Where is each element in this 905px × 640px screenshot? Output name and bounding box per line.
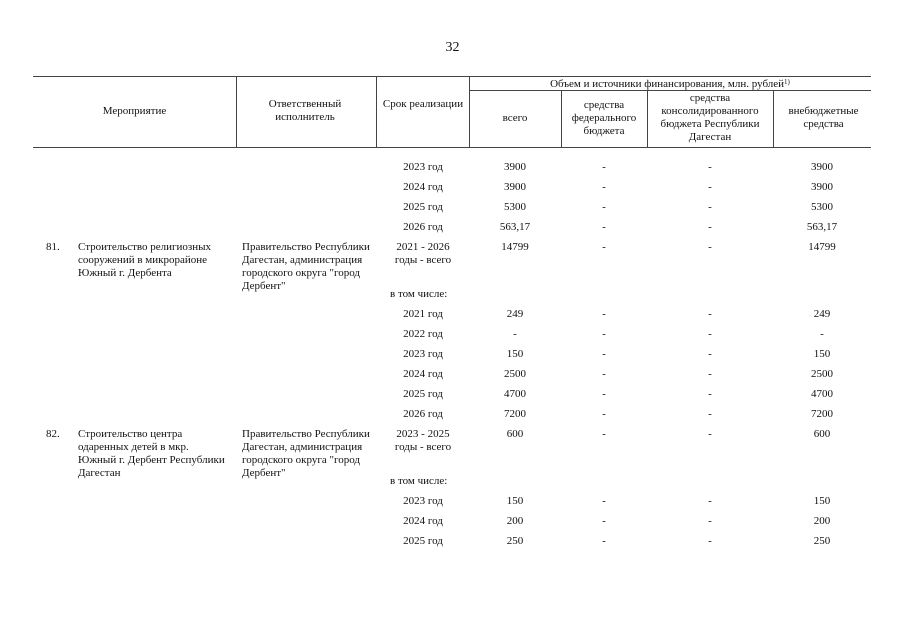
row-total: 3900 [504, 181, 526, 193]
row-federal: - [602, 515, 606, 527]
row-federal: - [602, 161, 606, 173]
row-extrabudget: 2500 [811, 368, 833, 380]
header-funding-group-text: Объем и источники финансирования, млн. рублей [550, 78, 785, 90]
row-extrabudget: 563,17 [806, 221, 838, 233]
row-consolidated: - [708, 161, 712, 173]
row-consolidated: - [708, 388, 712, 400]
row-extrabudget: 5300 [811, 201, 833, 213]
footnote-marker: 1) [784, 78, 790, 86]
row-period: 2023 год [403, 161, 443, 173]
row-extrabudget: 200 [813, 515, 831, 527]
row-total: 563,17 [499, 221, 531, 233]
page-number: 32 [445, 40, 460, 55]
row-period: 2025 год [403, 535, 443, 547]
row-federal: - [602, 201, 606, 213]
header-funding-group [469, 78, 871, 91]
row-period: 2025 год [403, 388, 443, 400]
header-bottom-rule [33, 147, 871, 148]
item-number: 81. [46, 241, 60, 253]
header-federal: средства федерального бюджета [571, 99, 637, 137]
header-divider [773, 90, 774, 147]
row-federal: - [602, 328, 606, 340]
row-total: 2500 [504, 368, 526, 380]
row-period: 2024 год [403, 515, 443, 527]
row-extrabudget: 150 [813, 348, 831, 360]
row-consolidated: - [708, 181, 712, 193]
row-consolidated: - [708, 221, 712, 233]
row-extrabudget: 3900 [811, 161, 833, 173]
item-summary-extrabudget: 14799 [808, 241, 836, 253]
row-total: 249 [506, 308, 524, 320]
row-period: 2026 год [403, 408, 443, 420]
row-federal: - [602, 388, 606, 400]
row-total: 3900 [504, 161, 526, 173]
including-label: в том числе: [390, 475, 448, 487]
item-summary-period: 2023 - 2025 годы - всего [394, 428, 452, 453]
row-extrabudget: 249 [813, 308, 831, 320]
row-period: 2025 год [403, 201, 443, 213]
row-total: 250 [506, 535, 524, 547]
header-divider [647, 90, 648, 147]
row-federal: - [602, 368, 606, 380]
row-period: 2022 год [403, 328, 443, 340]
row-consolidated: - [708, 348, 712, 360]
item-summary-extrabudget: 600 [813, 428, 831, 440]
row-total: 4700 [504, 388, 526, 400]
row-federal: - [602, 495, 606, 507]
row-consolidated: - [708, 368, 712, 380]
row-federal: - [602, 181, 606, 193]
row-total: 150 [506, 348, 524, 360]
row-period: 2026 год [403, 221, 443, 233]
row-total: 200 [506, 515, 524, 527]
row-consolidated: - [708, 515, 712, 527]
item-summary-consolidated: - [708, 241, 712, 253]
header-total: всего [502, 112, 528, 124]
row-period: 2023 год [403, 348, 443, 360]
header-top-rule [33, 76, 871, 77]
item-measure: Строительство религиозных сооружений в микрорайоне Южный г. Дербента [78, 241, 212, 279]
item-responsible: Правительство Республики Дагестан, администрация городского округа "город Дербент" [242, 241, 370, 292]
row-period: 2021 год [403, 308, 443, 320]
header-consolidated: средства консолидированного бюджета Республики Дагестан [660, 92, 760, 143]
item-summary-federal: - [602, 428, 606, 440]
row-period: 2023 год [403, 495, 443, 507]
row-extrabudget: 250 [813, 535, 831, 547]
row-consolidated: - [708, 535, 712, 547]
item-responsible: Правительство Республики Дагестан, администрация городского округа "город Дербент" [242, 428, 370, 479]
header-divider [236, 76, 237, 147]
row-consolidated: - [708, 201, 712, 213]
row-extrabudget: 3900 [811, 181, 833, 193]
item-summary-federal: - [602, 241, 606, 253]
row-extrabudget: 4700 [811, 388, 833, 400]
row-consolidated: - [708, 408, 712, 420]
including-label: в том числе: [390, 288, 448, 300]
row-federal: - [602, 408, 606, 420]
row-extrabudget: 7200 [811, 408, 833, 420]
row-consolidated: - [708, 308, 712, 320]
item-measure: Строительство центра одаренных детей в мкр. Южный г. Дербент Республики Дагестан [78, 428, 225, 479]
row-period: 2024 год [403, 181, 443, 193]
row-federal: - [602, 221, 606, 233]
header-divider [376, 76, 377, 147]
row-total: - [513, 328, 517, 340]
item-summary-period: 2021 - 2026 годы - всего [394, 241, 452, 266]
item-number: 82. [46, 428, 60, 440]
row-consolidated: - [708, 328, 712, 340]
row-extrabudget: - [820, 328, 824, 340]
header-measure: Мероприятие [102, 105, 167, 117]
row-consolidated: - [708, 495, 712, 507]
row-federal: - [602, 348, 606, 360]
row-extrabudget: 150 [813, 495, 831, 507]
row-total: 5300 [504, 201, 526, 213]
header-period: Срок реализации [382, 98, 464, 110]
row-period: 2024 год [403, 368, 443, 380]
item-summary-total: 14799 [501, 241, 529, 253]
row-federal: - [602, 535, 606, 547]
row-federal: - [602, 308, 606, 320]
row-total: 7200 [504, 408, 526, 420]
row-total: 150 [506, 495, 524, 507]
item-summary-consolidated: - [708, 428, 712, 440]
header-responsible: Ответственный исполнитель [268, 98, 342, 123]
header-divider [561, 90, 562, 147]
item-summary-total: 600 [506, 428, 524, 440]
header-extrabudget: внебюджетные средства [788, 105, 859, 130]
